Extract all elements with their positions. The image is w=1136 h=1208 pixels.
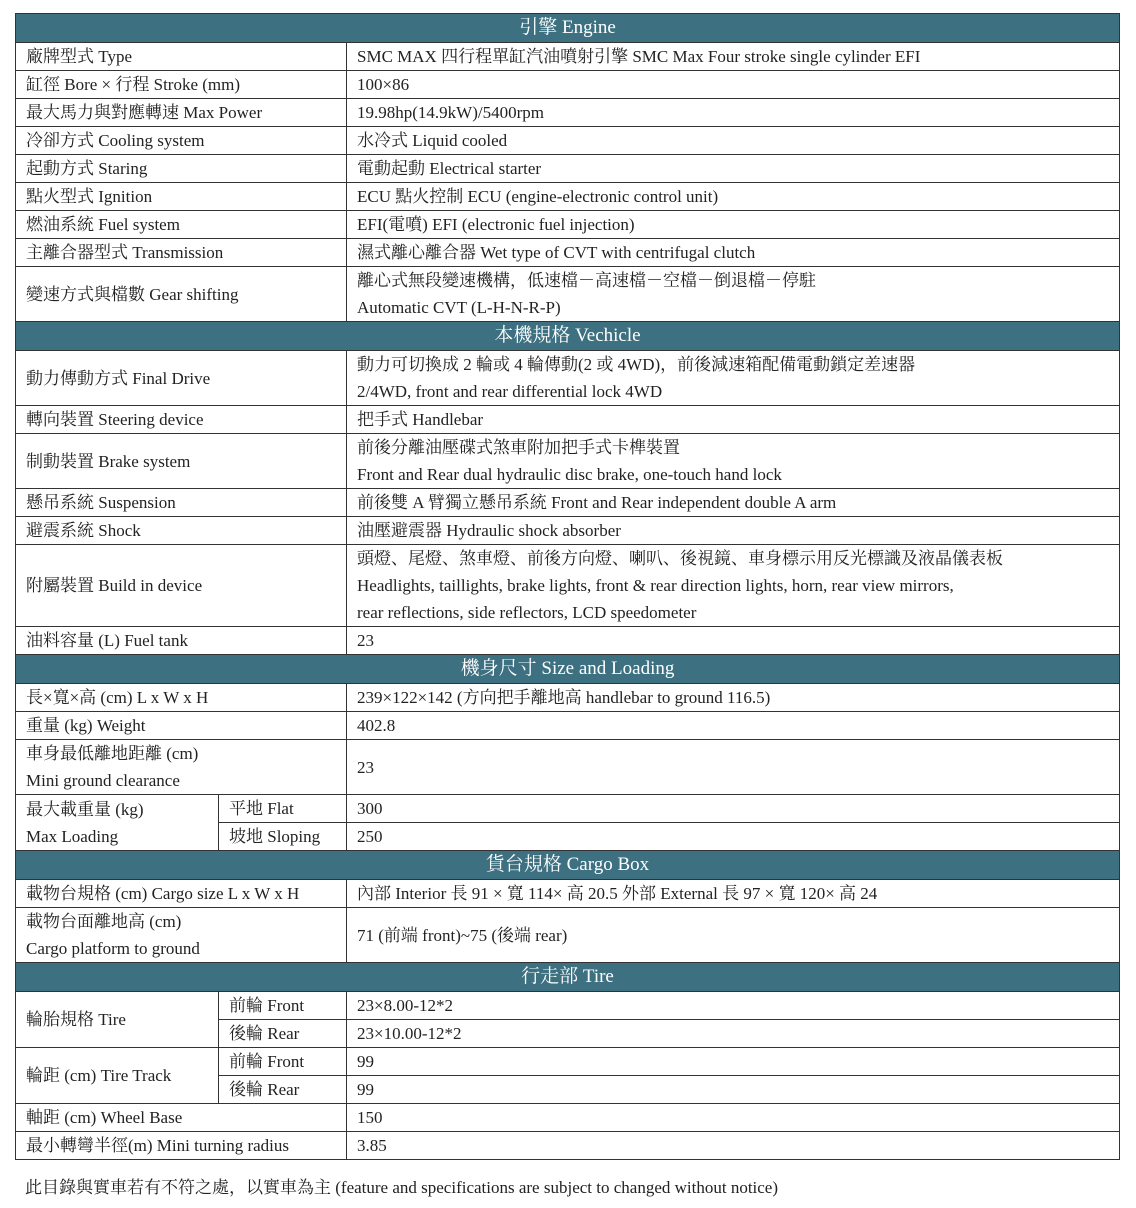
spec-value: 71 (前端 front)~75 (後端 rear) (347, 908, 1120, 963)
spec-label-line: Mini ground clearance (26, 771, 180, 790)
spec-value-line: Front and Rear dual hydraulic disc brake, one-touch hand lock (357, 465, 782, 484)
section-title: 本機規格 Vechicle (16, 322, 1120, 351)
table-row (16, 127, 1120, 155)
table-row (16, 239, 1120, 267)
spec-value: 150 (347, 1104, 1120, 1132)
spec-value: 300 (347, 795, 1120, 823)
section-header-cargo (16, 851, 1120, 880)
spec-value: 油壓避震器 Hydraulic shock absorber (347, 517, 1120, 545)
table-row (16, 267, 1120, 322)
section-header-tire (16, 963, 1120, 992)
table-row (16, 99, 1120, 127)
spec-label: 避震系統 Shock (16, 517, 347, 545)
spec-table (15, 13, 1120, 1160)
spec-value: 99 (347, 1076, 1120, 1104)
spec-value: 前後雙 A 臂獨立懸吊系統 Front and Rear independent double A arm (347, 489, 1120, 517)
spec-value: 250 (347, 823, 1120, 851)
spec-sublabel: 平地 Flat (219, 795, 347, 823)
spec-label: 廠牌型式 Type (16, 43, 347, 71)
table-row (16, 434, 1120, 489)
spec-value (347, 351, 1120, 406)
table-row (16, 183, 1120, 211)
table-row (16, 908, 1120, 963)
table-row (16, 992, 1120, 1020)
spec-value: 把手式 Handlebar (347, 406, 1120, 434)
spec-value: SMC MAX 四行程單缸汽油噴射引擎 SMC Max Four stroke single cylinder EFI (347, 43, 1120, 71)
spec-label: 重量 (kg) Weight (16, 712, 347, 740)
spec-value-line: Automatic CVT (L-H-N-R-P) (357, 298, 561, 317)
spec-label-line: 載物台面離地高 (cm) (26, 912, 182, 931)
spec-label: 轉向裝置 Steering device (16, 406, 347, 434)
spec-value: 電動起動 Electrical starter (347, 155, 1120, 183)
spec-value (347, 545, 1120, 627)
spec-sublabel: 後輪 Rear (219, 1076, 347, 1104)
section-title: 貨台規格 Cargo Box (16, 851, 1120, 880)
table-row (16, 211, 1120, 239)
spec-value: 19.98hp(14.9kW)/5400rpm (347, 99, 1120, 127)
section-title: 引擎 Engine (16, 14, 1120, 43)
table-row (16, 880, 1120, 908)
spec-label: 油料容量 (L) Fuel tank (16, 627, 347, 655)
spec-value-line: 頭燈、尾燈、煞車燈、前後方向燈、喇叭、後視鏡、車身標示用反光標識及液晶儀表板 (357, 549, 1003, 568)
spec-value: 內部 Interior 長 91 × 寬 114× 高 20.5 外部 External 長 97 × 寬 120× 高 24 (347, 880, 1120, 908)
spec-label: 載物台規格 (cm) Cargo size L x W x H (16, 880, 347, 908)
table-row (16, 351, 1120, 406)
spec-value: 濕式離心離合器 Wet type of CVT with centrifugal clutch (347, 239, 1120, 267)
spec-value: 239×122×142 (方向把手離地高 handlebar to ground 116.5) (347, 684, 1120, 712)
table-row (16, 545, 1120, 627)
spec-value (347, 267, 1120, 322)
spec-label (16, 908, 347, 963)
spec-label: 主離合器型式 Transmission (16, 239, 347, 267)
spec-label (16, 795, 219, 851)
spec-label: 制動裝置 Brake system (16, 434, 347, 489)
table-row (16, 71, 1120, 99)
spec-sublabel: 前輪 Front (219, 992, 347, 1020)
spec-label: 最小轉彎半徑(m) Mini turning radius (16, 1132, 347, 1160)
spec-sheet (15, 13, 1119, 1160)
spec-value: 23 (347, 627, 1120, 655)
spec-label: 點火型式 Ignition (16, 183, 347, 211)
spec-sublabel: 後輪 Rear (219, 1020, 347, 1048)
spec-value (347, 434, 1120, 489)
spec-value: 3.85 (347, 1132, 1120, 1160)
spec-value-line: rear reflections, side reflectors, LCD speedometer (357, 603, 697, 622)
spec-label: 冷卻方式 Cooling system (16, 127, 347, 155)
spec-label: 最大馬力與對應轉速 Max Power (16, 99, 347, 127)
spec-value: EFI(電噴) EFI (electronic fuel injection) (347, 211, 1120, 239)
spec-label: 輪距 (cm) Tire Track (16, 1048, 219, 1104)
spec-label-line: Cargo platform to ground (26, 939, 200, 958)
spec-value: 402.8 (347, 712, 1120, 740)
table-row (16, 712, 1120, 740)
table-row (16, 406, 1120, 434)
table-row (16, 517, 1120, 545)
table-row (16, 627, 1120, 655)
spec-label: 軸距 (cm) Wheel Base (16, 1104, 347, 1132)
spec-value: 23×10.00-12*2 (347, 1020, 1120, 1048)
spec-value: 100×86 (347, 71, 1120, 99)
spec-value: 23×8.00-12*2 (347, 992, 1120, 1020)
spec-value-line: 前後分離油壓碟式煞車附加把手式卡榫裝置 (357, 438, 680, 457)
table-row (16, 684, 1120, 712)
spec-label: 輪胎規格 Tire (16, 992, 219, 1048)
section-header-size (16, 655, 1120, 684)
table-row (16, 1104, 1120, 1132)
spec-sublabel: 前輪 Front (219, 1048, 347, 1076)
table-row (16, 43, 1120, 71)
section-header-engine (16, 14, 1120, 43)
spec-label-line: 車身最低離地距離 (cm) (26, 744, 199, 763)
spec-label (16, 740, 347, 795)
spec-value: 99 (347, 1048, 1120, 1076)
spec-value-line: 2/4WD, front and rear differential lock 4WD (357, 382, 663, 401)
spec-label: 缸徑 Bore × 行程 Stroke (mm) (16, 71, 347, 99)
spec-label-line: Max Loading (26, 826, 119, 846)
spec-label: 附屬裝置 Build in device (16, 545, 347, 627)
spec-value-line: Headlights, taillights, brake lights, front & rear direction lights, horn, rear view mirrors, (357, 576, 954, 595)
spec-value: 水冷式 Liquid cooled (347, 127, 1120, 155)
spec-label: 變速方式與檔數 Gear shifting (16, 267, 347, 322)
table-row (16, 1048, 1120, 1076)
spec-label: 懸吊系統 Suspension (16, 489, 347, 517)
section-title: 行走部 Tire (16, 963, 1120, 992)
spec-value: 23 (347, 740, 1120, 795)
spec-label: 燃油系統 Fuel system (16, 211, 347, 239)
table-row (16, 155, 1120, 183)
spec-label: 長×寬×高 (cm) L x W x H (16, 684, 347, 712)
spec-value-line: 離心式無段變速機構，低速檔－高速檔－空檔－倒退檔－停駐 (357, 271, 816, 290)
table-row (16, 795, 1120, 823)
spec-label-line: 最大載重量 (kg) (26, 799, 144, 819)
section-title: 機身尺寸 Size and Loading (16, 655, 1120, 684)
spec-value-line: 動力可切換成 2 輪或 4 輪傳動(2 或 4WD)，前後減速箱配備電動鎖定差速器 (357, 355, 916, 374)
table-row (16, 489, 1120, 517)
spec-label: 動力傳動方式 Final Drive (16, 351, 347, 406)
spec-value: ECU 點火控制 ECU (engine-electronic control unit) (347, 183, 1120, 211)
table-row (16, 1132, 1120, 1160)
spec-label: 起動方式 Staring (16, 155, 347, 183)
table-row (16, 740, 1120, 795)
footnote: 此目錄與實車若有不符之處，以實車為主 (feature and specifications are subject to changed without notice) (25, 1178, 779, 1197)
section-header-vehicle (16, 322, 1120, 351)
spec-sublabel: 坡地 Sloping (219, 823, 347, 851)
